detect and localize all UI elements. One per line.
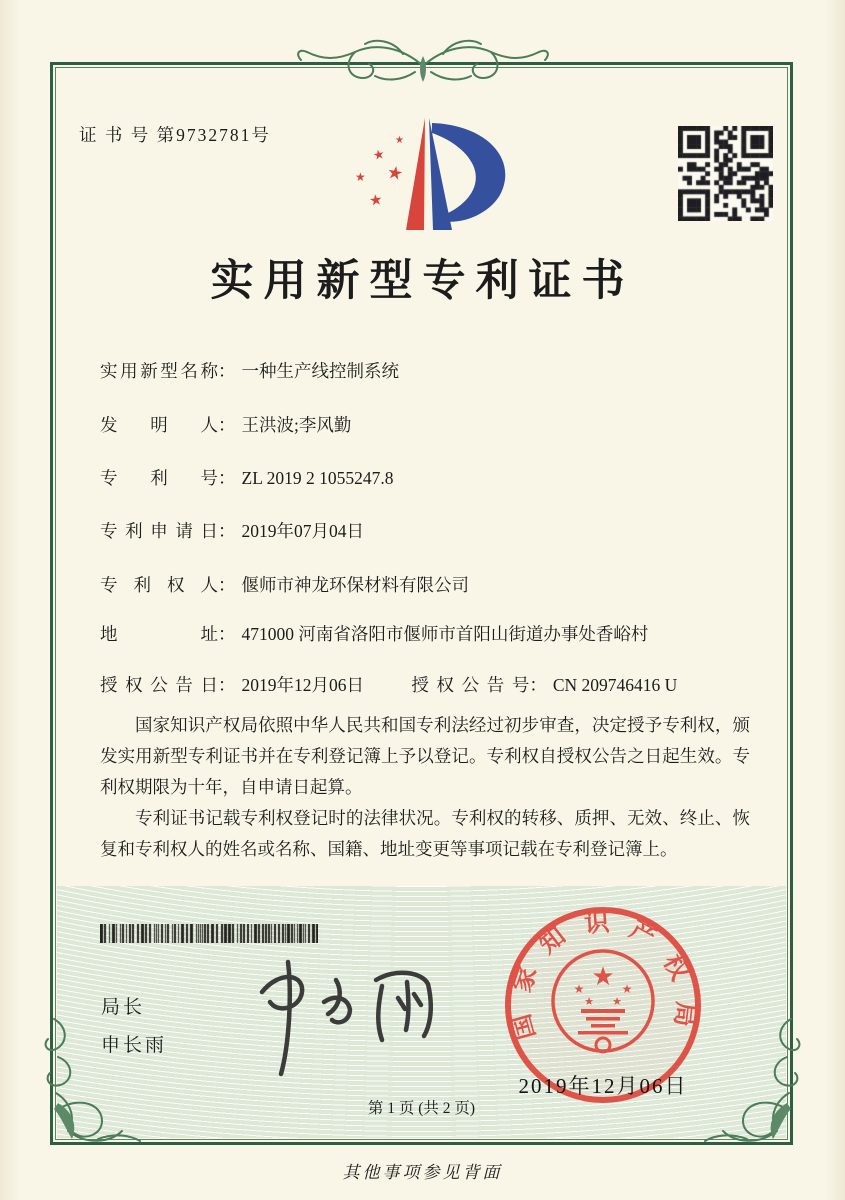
certificate-title: 实用新型专利证书 xyxy=(210,258,635,305)
top-scroll-ornament xyxy=(293,28,553,98)
field-colon: ： xyxy=(218,415,236,435)
field-colon: ： xyxy=(529,675,547,695)
field-label: 专利号 xyxy=(100,468,218,488)
field-row-patentee xyxy=(100,572,469,597)
back-side-note: 其他事项参见背面 xyxy=(342,1163,503,1182)
qr-code xyxy=(678,126,773,221)
field-label: 实用新型名称 xyxy=(100,361,218,381)
field-label: 授权公告日 xyxy=(100,675,218,695)
director-title: 局长 xyxy=(101,997,146,1018)
center-leaf xyxy=(420,56,426,82)
svg-text:★: ★ xyxy=(371,146,387,165)
field-value: CN 209746416 U xyxy=(552,675,678,695)
field-label: 专利权人 xyxy=(100,575,218,595)
legal-paragraph-2: 专利证书记载专利权登记时的法律状况。专利权的转移、质押、无效、终止、恢复和专利权人的姓名或名称、国籍、地址变更等事项记载在专利登记簿上。 xyxy=(100,808,750,859)
field-value: 2019年07月04日 xyxy=(241,521,364,541)
svg-text:★: ★ xyxy=(612,995,622,1008)
seal-arc-text: 国家知识产权局 xyxy=(508,909,699,1043)
svg-text:★: ★ xyxy=(573,982,585,996)
barcode xyxy=(100,924,318,943)
field-label: 地址 xyxy=(100,624,218,644)
field-row-patent-number xyxy=(100,465,393,490)
field-colon: ： xyxy=(218,675,236,695)
field-label: 专利申请日 xyxy=(100,521,218,541)
svg-text:★: ★ xyxy=(385,161,405,186)
field-colon: ： xyxy=(218,361,236,381)
field-colon: ： xyxy=(218,575,236,595)
signature-script xyxy=(232,950,442,1082)
svg-text:★: ★ xyxy=(395,135,404,146)
seal-date: 2019年12月06日 xyxy=(518,1074,688,1098)
field-row-grant xyxy=(100,672,677,697)
field-value: 一种生产线控制系统 xyxy=(241,361,399,381)
field-row-filing-date xyxy=(100,518,364,543)
legal-paragraph-1: 国家知识产权局依照中华人民共和国专利法经过初步审查，决定授予专利权，颁发实用新型专利证书并在专利登记簿上予以登记。专利权自授权公告之日起生效。专利权期限为十年，自申请日起算。 xyxy=(100,715,750,797)
field-value: ZL 2019 2 1055247.8 xyxy=(241,468,394,488)
field-row-inventor xyxy=(100,412,351,437)
field-label: 授权公告号 xyxy=(411,675,530,695)
grant-number-pair xyxy=(411,675,677,695)
field-value: 偃师市神龙环保材料有限公司 xyxy=(241,575,469,595)
svg-text:★: ★ xyxy=(621,982,633,996)
field-value: 2019年12月06日 xyxy=(241,675,364,695)
svg-text:★: ★ xyxy=(591,962,615,992)
field-row-name xyxy=(100,358,399,383)
field-row-address xyxy=(100,621,648,646)
director-name: 申长雨 xyxy=(101,1035,168,1056)
svg-text:★: ★ xyxy=(367,190,384,210)
grant-date-pair xyxy=(100,675,364,695)
field-value: 471000 河南省洛阳市偃师市首阳山街道办事处香峪村 xyxy=(241,624,649,644)
svg-text:★: ★ xyxy=(355,170,366,184)
field-colon: ： xyxy=(218,624,236,644)
field-label: 发明人 xyxy=(100,415,218,435)
field-colon: ： xyxy=(218,468,236,488)
field-colon: ： xyxy=(218,521,236,541)
certificate-number: 证 书 号 第9732781号 xyxy=(79,125,271,145)
page-number: 第 1 页 (共 2 页) xyxy=(367,1100,476,1117)
cnipa-logo-icon xyxy=(345,115,535,235)
svg-text:★: ★ xyxy=(584,995,594,1008)
legal-text xyxy=(100,710,750,865)
field-value: 王洪波;李风勤 xyxy=(241,415,352,435)
